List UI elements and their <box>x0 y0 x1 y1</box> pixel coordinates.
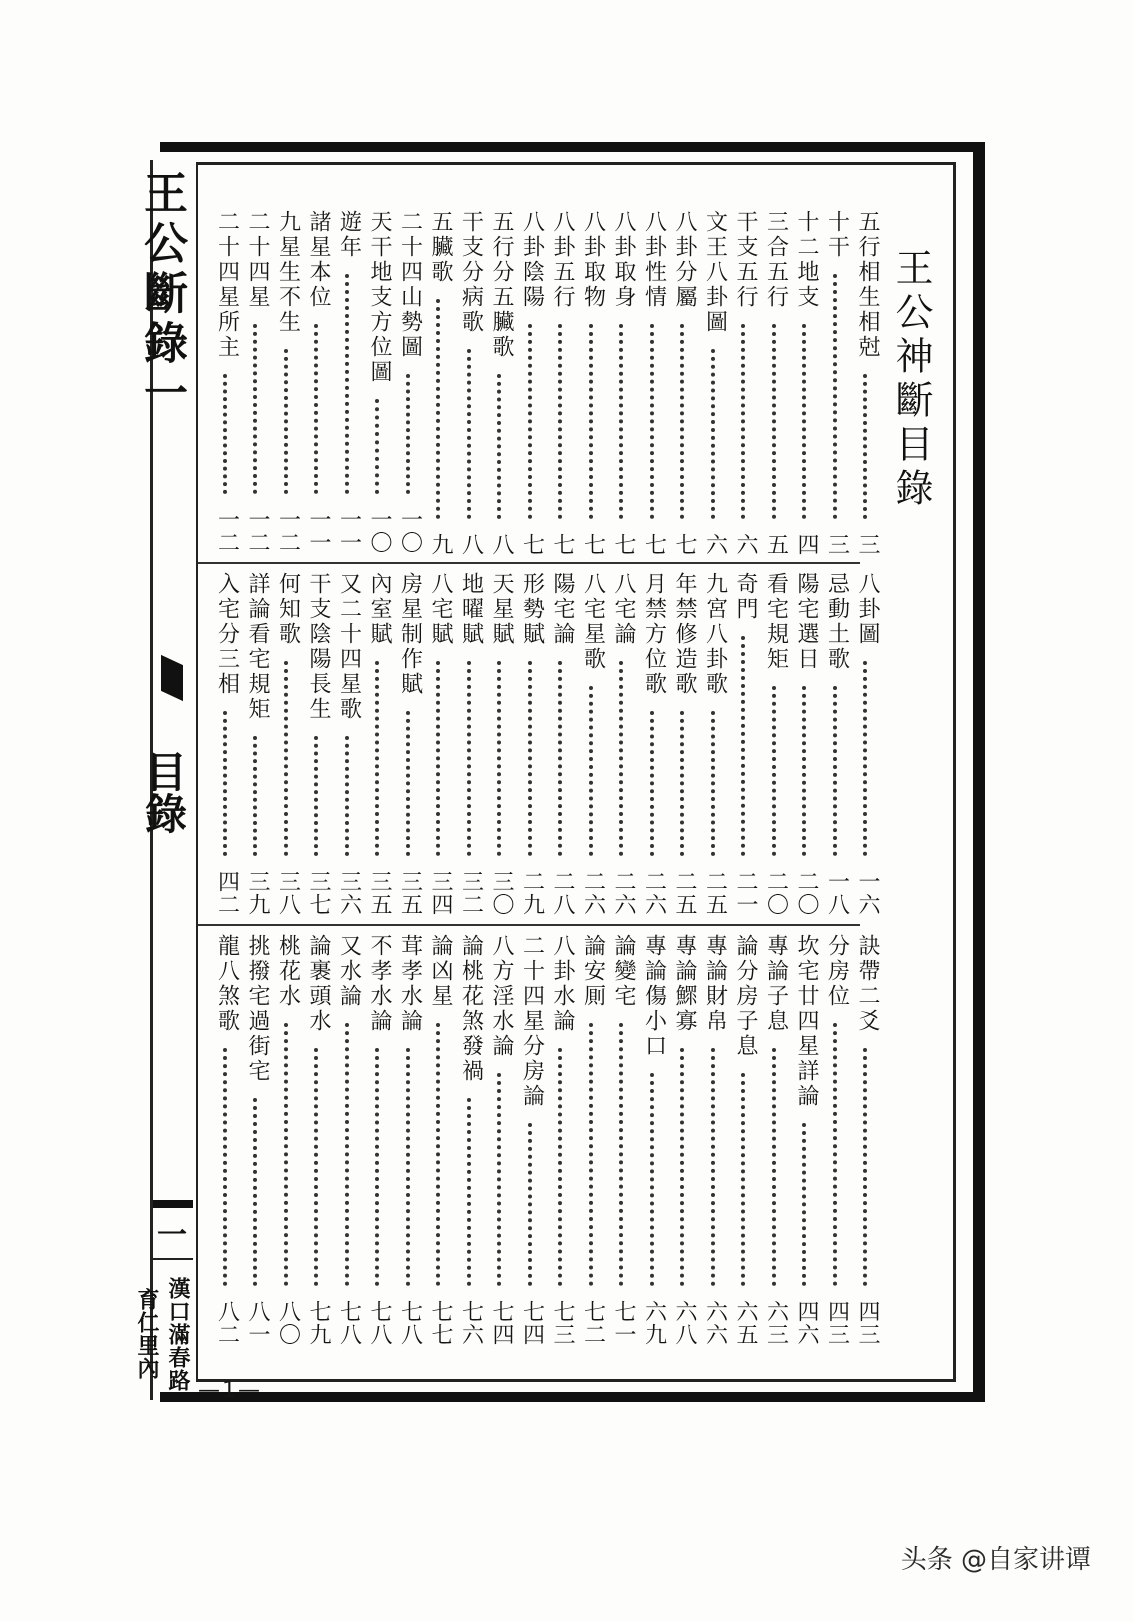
toc-entry <box>669 934 699 1350</box>
spine-page-mark: 一 <box>157 1218 187 1253</box>
toc-entry-page: 三七 <box>306 870 331 916</box>
toc-entry <box>212 934 242 1350</box>
toc-entry-page: 三九 <box>245 870 270 916</box>
toc-entry-page: 三六 <box>336 870 362 916</box>
toc-entry <box>700 572 730 920</box>
toc-leader-dots <box>619 1023 623 1286</box>
toc-entry-title: 二十四山勢圖 <box>397 210 423 360</box>
toc-leader-dots <box>589 1023 593 1286</box>
toc-entry <box>425 572 455 920</box>
toc-leader-dots <box>497 661 501 856</box>
toc-entry <box>822 934 852 1350</box>
toc-leader-dots <box>772 686 776 856</box>
toc-leader-dots <box>406 711 410 856</box>
toc-entry-title: 訣帶二爻 <box>855 934 880 1034</box>
toc-entry-title: 年禁修造歌 <box>672 572 697 697</box>
toc-entry-page: 六 <box>733 533 758 556</box>
toc-entry-page: 九 <box>428 533 453 556</box>
toc-leader-dots <box>223 374 227 494</box>
toc-entry-title: 專論傷小口 <box>641 934 667 1059</box>
toc-entry <box>578 934 608 1350</box>
toc-entry-page: 三八 <box>275 870 301 916</box>
book-spine <box>134 160 197 1400</box>
toc-entry-title: 文王八卦圖 <box>702 210 728 335</box>
toc-leader-dots <box>802 686 806 856</box>
toc-entry-page: 二六 <box>611 870 636 916</box>
toc-entry <box>639 210 669 558</box>
toc-entry <box>273 572 303 920</box>
toc-entry <box>395 572 425 920</box>
toc-entry-page: 七八 <box>367 1300 392 1346</box>
toc-entry <box>486 934 516 1350</box>
toc-entry-page: 五 <box>763 533 789 556</box>
toc-entry-title: 忌動土歌 <box>824 572 850 672</box>
toc-entry-title: 地曜賦 <box>458 572 484 647</box>
toc-entry <box>578 572 608 920</box>
toc-leader-dots <box>711 1048 715 1286</box>
toc-leader-dots <box>863 374 867 519</box>
toc-entry-title: 諸星本位 <box>306 210 331 310</box>
toc-entry-title: 坎宅廿四星詳論 <box>794 934 819 1109</box>
toc-entry-page: 三五 <box>367 870 392 916</box>
toc-entry-title: 十干 <box>824 210 850 260</box>
toc-entry-page: 三五 <box>397 870 423 916</box>
toc-entry-title: 又二十四星歌 <box>336 572 362 722</box>
spine-title: 王公斷錄一 <box>136 170 187 420</box>
toc-entry-title: 八卦五行 <box>550 210 575 310</box>
toc-entry <box>730 934 760 1350</box>
toc-entry-page: 一二 <box>275 508 301 554</box>
toc-entry-page: 七 <box>611 533 636 556</box>
toc-entry-title: 天星賦 <box>489 572 514 647</box>
toc-leader-dots <box>436 1023 440 1286</box>
toc-entry-page: 八 <box>458 533 484 556</box>
toc-entry <box>791 934 821 1350</box>
toc-entry-title: 陽宅論 <box>550 572 575 647</box>
toc-entry-title: 三合五行 <box>763 210 789 310</box>
toc-entry-page: 六五 <box>733 1300 758 1346</box>
toc-entry-title: 詳論看宅規矩 <box>245 572 270 722</box>
toc-entry <box>212 572 242 920</box>
toc-entry-page: 一二 <box>214 508 240 554</box>
toc-entry-page: 一一 <box>306 508 331 554</box>
toc-entry-page: 三〇 <box>489 870 514 916</box>
toc-entry-page: 七二 <box>580 1300 606 1346</box>
toc-entry-page: 二六 <box>641 870 667 916</box>
toc-entry <box>547 934 577 1350</box>
toc-entry-title: 二十四星分房論 <box>519 934 545 1109</box>
toc-entry-title: 八卦水論 <box>550 934 575 1034</box>
toc-leader-dots <box>497 374 501 519</box>
toc-entry-title: 八宅論 <box>611 572 636 647</box>
toc-entry <box>303 210 333 558</box>
toc-entry-page: 三四 <box>428 870 453 916</box>
toc-entry-page: 四二 <box>214 870 240 916</box>
toc-entry <box>669 572 699 920</box>
toc-entry <box>517 210 547 558</box>
toc-entry <box>456 572 486 920</box>
toc-leader-dots <box>558 324 562 519</box>
toc-entry-title: 內室賦 <box>367 572 392 647</box>
toc-entry <box>578 210 608 558</box>
toc-entry-title: 論桃花煞發禍 <box>458 934 484 1084</box>
toc-leader-dots <box>436 661 440 856</box>
toc-entry-page: 七四 <box>519 1300 545 1346</box>
toc-entry-page: 一八 <box>824 870 850 916</box>
toc-entry <box>425 210 455 558</box>
toc-entry-title: 不孝水論 <box>367 934 392 1034</box>
toc-entry-page: 七九 <box>306 1300 331 1346</box>
toc-entry-title: 陽宅選日 <box>794 572 819 672</box>
toc-leader-dots <box>711 349 715 519</box>
toc-entry-title: 論安厠 <box>580 934 606 1009</box>
spine-rule-thick <box>153 1200 193 1208</box>
toc-leader-dots <box>772 1048 776 1286</box>
toc-leader-dots <box>345 1023 349 1286</box>
toc-entry-title: 桃花水 <box>275 934 301 1009</box>
toc-leader-dots <box>802 1123 806 1286</box>
toc-entry-page: 七四 <box>489 1300 514 1346</box>
toc-leader-dots <box>558 661 562 856</box>
toc-entry <box>608 934 638 1350</box>
toc-entry-page: 一二 <box>245 508 270 554</box>
toc-entry-page: 八 <box>489 533 514 556</box>
toc-entry-page: 一六 <box>855 870 880 916</box>
toc-entry-page: 八一 <box>245 1300 270 1346</box>
toc-entry <box>364 572 394 920</box>
toc-entry-page: 三 <box>855 533 880 556</box>
toc-entry-title: 二十四星 <box>245 210 270 310</box>
toc-leader-dots <box>284 349 288 494</box>
toc-leader-dots <box>741 1073 745 1286</box>
toc-leader-dots <box>223 1048 227 1286</box>
toc-leader-dots <box>314 1048 318 1286</box>
toc-leader-dots <box>253 324 257 494</box>
toc-entry-title: 房星制作賦 <box>397 572 423 697</box>
toc-entry-title: 挑撥宅過街宅 <box>245 934 270 1084</box>
toc-entry <box>242 210 272 558</box>
toc-entry <box>700 210 730 558</box>
toc-entry-page: 七 <box>519 533 545 556</box>
toc-leader-dots <box>833 274 837 519</box>
toc-entry-page: 七八 <box>336 1300 362 1346</box>
toc-entry-title: 八卦分屬 <box>672 210 697 310</box>
toc-entry <box>791 210 821 558</box>
toc-entry-title: 八卦圖 <box>855 572 880 647</box>
toc-entry <box>242 934 272 1350</box>
toc-entry-page: 三 <box>824 533 850 556</box>
toc-entry-page: 六三 <box>763 1300 789 1346</box>
toc-entry <box>486 572 516 920</box>
toc-leader-dots <box>650 711 654 856</box>
toc-leader-dots <box>680 711 684 856</box>
toc-entry-title: 月禁方位歌 <box>641 572 667 697</box>
toc-entry <box>822 210 852 558</box>
toc-leader-dots <box>863 1048 867 1286</box>
spine-fishtail-mark <box>161 655 183 701</box>
toc-entry-page: 七 <box>580 533 606 556</box>
toc-leader-dots <box>619 661 623 856</box>
toc-entry <box>639 934 669 1350</box>
toc-leader-dots <box>345 736 349 856</box>
toc-entry <box>822 572 852 920</box>
toc-entry <box>852 572 882 920</box>
toc-leader-dots <box>741 324 745 519</box>
toc-entry <box>517 934 547 1350</box>
toc-entry <box>334 572 364 920</box>
toc-entry-title: 形勢賦 <box>519 572 545 647</box>
toc-entry-title: 茸孝水論 <box>397 934 423 1034</box>
toc-entry-title: 九宮八卦歌 <box>702 572 728 697</box>
toc-entry-title: 干支分病歌 <box>458 210 484 335</box>
toc-entry <box>242 572 272 920</box>
toc-entry-title: 八宅星歌 <box>580 572 606 672</box>
toc-entry-page: 七 <box>550 533 575 556</box>
toc-leader-dots <box>802 324 806 519</box>
toc-entry <box>730 210 760 558</box>
toc-entry-title: 八卦取身 <box>611 210 636 310</box>
toc-entry <box>547 572 577 920</box>
toc-entry-page: 二〇 <box>794 870 819 916</box>
toc-leader-dots <box>528 324 532 519</box>
toc-leader-dots <box>680 324 684 519</box>
toc-leader-dots <box>436 299 440 519</box>
toc-leader-dots <box>467 661 471 856</box>
toc-entry <box>334 210 364 558</box>
toc-leader-dots <box>711 711 715 856</box>
toc-leader-dots <box>558 1048 562 1286</box>
toc-entry-page: 八二 <box>214 1300 240 1346</box>
toc-entry-page: 四六 <box>794 1300 819 1346</box>
toc-entry <box>395 934 425 1350</box>
toc-entry <box>761 572 791 920</box>
toc-entry-page: 四三 <box>855 1300 880 1346</box>
toc-entry <box>456 210 486 558</box>
toc-entry-page: 四 <box>794 533 819 556</box>
toc-leader-dots <box>406 1048 410 1286</box>
toc-entry-page: 二一 <box>733 870 758 916</box>
toc-entry <box>364 934 394 1350</box>
toc-entry-page: 六六 <box>702 1300 728 1346</box>
toc-entry <box>761 210 791 558</box>
toc-entry-page: 八〇 <box>275 1300 301 1346</box>
toc-entry <box>334 934 364 1350</box>
toc-entry-page: 一〇 <box>397 508 423 554</box>
toc-leader-dots <box>650 324 654 519</box>
toc-entry <box>669 210 699 558</box>
section-divider-2 <box>198 924 860 926</box>
toc-entry-title: 五行分五臟歌 <box>489 210 514 360</box>
toc-entry <box>639 572 669 920</box>
toc-entry-title: 又水論 <box>336 934 362 1009</box>
toc-entry <box>456 934 486 1350</box>
toc-entry <box>395 210 425 558</box>
toc-leader-dots <box>528 1123 532 1286</box>
toc-entry <box>486 210 516 558</box>
toc-entry-page: 四三 <box>824 1300 850 1346</box>
toc-leader-dots <box>467 1098 471 1286</box>
toc-entry <box>303 572 333 920</box>
toc-entry-page: 二六 <box>580 870 606 916</box>
spine-publisher: 漢口滿春路育仁里內 <box>134 1276 190 1392</box>
toc-leader-dots <box>497 1073 501 1286</box>
toc-entry-title: 五行相生相尅 <box>855 210 880 360</box>
toc-entry-page: 二五 <box>672 870 697 916</box>
toc-entry <box>730 572 760 920</box>
toc-leader-dots <box>253 736 257 856</box>
toc-leader-dots <box>619 324 623 519</box>
toc-leader-dots <box>467 349 471 519</box>
toc-entry <box>212 210 242 558</box>
toc-entry-title: 論變宅 <box>611 934 636 1009</box>
toc-entry-title: 天干地支方位圖 <box>367 210 392 385</box>
toc-entry <box>791 572 821 920</box>
toc-entry-title: 干支陰陽長生 <box>306 572 331 722</box>
toc-entry-page: 七六 <box>458 1300 484 1346</box>
toc-leader-dots <box>406 374 410 494</box>
toc-entry <box>852 934 882 1350</box>
toc-entry-page: 七三 <box>550 1300 575 1346</box>
toc-entry <box>608 572 638 920</box>
spine-section-label: 目錄 <box>139 750 188 834</box>
toc-entry <box>364 210 394 558</box>
toc-entry-title: 干支五行 <box>733 210 758 310</box>
toc-entry-page: 二八 <box>550 870 575 916</box>
toc-entry-title: 奇門 <box>733 572 758 622</box>
toc-entry-title: 專論子息 <box>763 934 789 1034</box>
section-divider-1 <box>198 562 860 564</box>
toc-entry-page: 二〇 <box>763 870 789 916</box>
toc-entry-title: 論凶星 <box>428 934 453 1009</box>
toc-entry <box>608 210 638 558</box>
toc-entry <box>700 934 730 1350</box>
toc-entry-page: 六 <box>702 533 728 556</box>
page-number: —1— <box>198 1378 262 1403</box>
toc-entry-page: 七 <box>641 533 667 556</box>
toc-entry-title: 看宅規矩 <box>763 572 789 672</box>
toc-entry-title: 分房位 <box>824 934 850 1009</box>
toc-leader-dots <box>314 324 318 494</box>
toc-leader-dots <box>741 636 745 856</box>
book-title: 王公神斷目錄 <box>889 248 933 512</box>
toc-entry-page: 一一 <box>336 508 362 554</box>
toc-entry-title: 八卦性情 <box>641 210 667 310</box>
toc-entry-title: 入宅分三相 <box>214 572 240 697</box>
toc-entry-page: 七一 <box>611 1300 636 1346</box>
toc-leader-dots <box>833 1023 837 1286</box>
toc-entry-title: 八方淫水論 <box>489 934 514 1059</box>
toc-leader-dots <box>345 274 349 494</box>
toc-leader-dots <box>589 324 593 519</box>
toc-entry <box>761 934 791 1350</box>
toc-entry-page: 七八 <box>397 1300 423 1346</box>
toc-entry-page: 七 <box>672 533 697 556</box>
toc-leader-dots <box>680 1048 684 1286</box>
toc-entry-page: 二五 <box>702 870 728 916</box>
toc-entry <box>425 934 455 1350</box>
toc-entry-title: 八卦陰陽 <box>519 210 545 310</box>
toc-entry-title: 八宅賦 <box>428 572 453 647</box>
toc-entry-page: 二九 <box>519 870 545 916</box>
toc-entry <box>852 210 882 558</box>
toc-entry-title: 龍八煞歌 <box>214 934 240 1034</box>
toc-entry-page: 三二 <box>458 870 484 916</box>
toc-entry-title: 專論鰥寡 <box>672 934 697 1034</box>
toc-leader-dots <box>253 1098 257 1286</box>
toc-entry-title: 遊年 <box>336 210 362 260</box>
toc-entry-title: 專論財帛 <box>702 934 728 1034</box>
toc-leader-dots <box>375 399 379 494</box>
toc-entry-title: 何知歌 <box>275 572 301 647</box>
toc-entry-title: 九星生不生 <box>275 210 301 335</box>
toc-entry <box>547 210 577 558</box>
toc-leader-dots <box>772 324 776 519</box>
toc-entry-title: 五臟歌 <box>428 210 453 285</box>
toc-entry-title: 八卦取物 <box>580 210 606 310</box>
toc-entry <box>273 934 303 1350</box>
toc-entry-title: 論裹頭水 <box>306 934 331 1034</box>
toc-leader-dots <box>375 1048 379 1286</box>
toc-entry-title: 論分房子息 <box>733 934 758 1059</box>
toc-entry-title: 十二地支 <box>794 210 819 310</box>
toc-entry <box>303 934 333 1350</box>
toc-leader-dots <box>223 711 227 856</box>
toc-entry-page: 六九 <box>641 1300 667 1346</box>
toc-entry-page: 六八 <box>672 1300 697 1346</box>
spine-rule-thin <box>153 1258 193 1260</box>
toc-entry-title: 二十四星所主 <box>214 210 240 360</box>
toc-entry-page: 七七 <box>428 1300 453 1346</box>
toc-leader-dots <box>528 661 532 856</box>
toc-leader-dots <box>284 1023 288 1286</box>
toc-leader-dots <box>375 661 379 856</box>
toc-leader-dots <box>863 661 867 856</box>
toc-leader-dots <box>833 686 837 856</box>
toc-leader-dots <box>284 661 288 856</box>
toc-entry-page: 一〇 <box>367 508 392 554</box>
toc-leader-dots <box>589 686 593 856</box>
toc-entry <box>517 572 547 920</box>
toc-leader-dots <box>314 736 318 856</box>
toc-leader-dots <box>650 1073 654 1286</box>
toc-entry <box>273 210 303 558</box>
watermark: 头条 @自家讲谭 <box>900 1545 1091 1575</box>
